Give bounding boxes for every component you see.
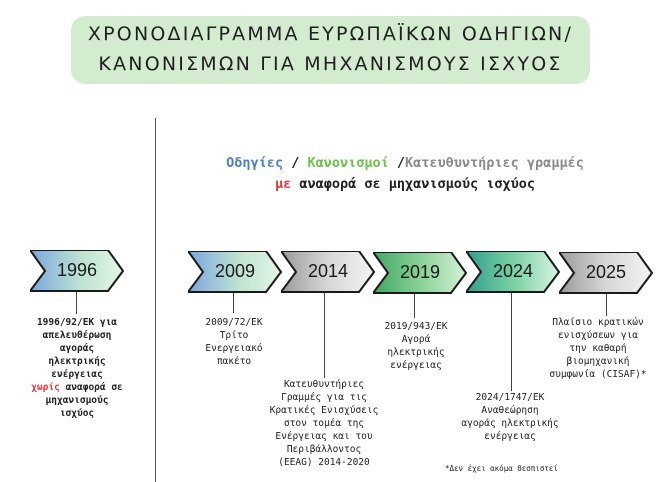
stem-1996 [76,292,77,314]
milestone-1996-arrow [30,250,124,292]
note-2014 [262,378,386,469]
note-2014-line: Ενέργειας και του [275,431,373,442]
legend-sep-1: / [283,155,308,171]
title-line-1: ΧΡΟΝΟΔΙΑΓΡΑΜΜΑ ΕΥΡΩΠΑΪΚΩΝ ΟΔΗΓΙΩΝ/ [87,23,574,45]
legend-line-1 [160,155,650,171]
milestone-2009-arrow [188,251,282,293]
stem-2014 [324,293,325,378]
note-1996-line: ενέργειας [51,369,103,380]
note-2025-line: συμφωνία (CISAF)* [549,369,647,380]
milestone-2014-arrow [281,251,375,293]
milestone-1996-year: 1996 [56,260,98,280]
note-2025 [536,316,660,381]
legend-with: με [274,176,292,192]
milestone-2019-year: 2019 [399,262,441,282]
stem-2025 [606,294,607,316]
legend-reference: αναφορά σε μηχανισμούς ισχύος [291,176,536,192]
legend-directives: Οδηγίες [226,155,284,171]
vertical-divider [155,118,156,482]
note-2019-line: ενέργειας [390,360,442,371]
note-2014-line: Κατευθυντήριες [283,379,365,390]
note-2009 [180,316,288,368]
note-2014-line: Κρατικές Ενισχύσεις [269,405,379,416]
milestone-2025-arrow [559,252,653,294]
milestone-2024-year: 2024 [492,261,534,281]
milestone-2009-year: 2009 [214,261,256,281]
note-1996 [12,316,142,420]
note-2025-line: Πλαίσιο κρατικών [552,317,644,328]
note-1996-highlight-line [12,381,142,394]
milestone-2024-arrow [466,251,560,293]
note-2009-line: Ενεργειακό [205,343,263,354]
note-2024-line: ενέργειας [484,431,536,442]
note-2025-line: βιομηχανική [566,356,630,367]
note-2014-line: (EEAG) 2014-2020 [278,457,370,468]
title-banner [71,16,590,84]
stem-2024 [511,293,512,391]
note-2019-line: 2019/943/ΕΚ [384,321,448,332]
note-1996-highlight-rest: αναφορά σε [59,382,123,393]
note-2019-line: Αγορά [401,334,431,345]
legend-regulations: Κανονισμοί [307,155,389,171]
milestone-2025-year: 2025 [585,262,627,282]
stem-2009 [233,293,234,313]
legend-guidelines: Κατευθυντήριες γραμμές [405,155,584,171]
note-1996-line: απελευθέρωση [42,330,112,341]
note-2009-line: Τρίτο [219,330,249,341]
note-2009-line: πακέτο [216,356,252,367]
note-2014-line: Γραμμές για τις [281,392,367,403]
note-2009-line: 2009/72/ΕΚ [205,317,263,328]
note-1996-line: ηλεκτρικής [48,356,106,367]
note-2025-line: την καθαρή [569,343,627,354]
title-line-2: ΚΑΝΟΝΙΣΜΩΝ ΓΙΑ ΜΗΧΑΝΙΣΜΟΥΣ ΙΣΧΥΟΣ [98,53,563,75]
note-1996-without: χωρίς [31,382,60,393]
note-2024-line: Αναθεώρηση [481,405,539,416]
legend-line-2 [160,176,650,192]
milestone-2019-arrow [373,252,467,294]
note-2024-line: 2024/1747/ΕΚ [475,392,545,403]
footnote: *Δεν έχει ακόμα θεσπιστεί [445,464,558,473]
note-2025-line: ενισχύσεων για [557,330,639,341]
legend-sep-2: / [388,155,406,171]
note-2014-line: στον τομέα της [283,418,365,429]
note-2019 [364,320,468,372]
note-1996-line: 1996/92/ΕΚ για [36,317,118,328]
milestone-2014-year: 2014 [307,261,349,281]
note-1996-line: μηχανισμούς [45,395,109,406]
note-2014-line: Περιβάλλοντος [286,444,362,455]
stem-2019 [414,294,415,318]
note-2019-line: ηλεκτρικής [387,347,445,358]
note-1996-line: ισχύος [59,408,95,419]
note-1996-line: αγοράς [59,343,95,354]
note-2024 [452,391,568,443]
note-2024-line: αγοράς ηλεκτρικής [461,418,559,429]
